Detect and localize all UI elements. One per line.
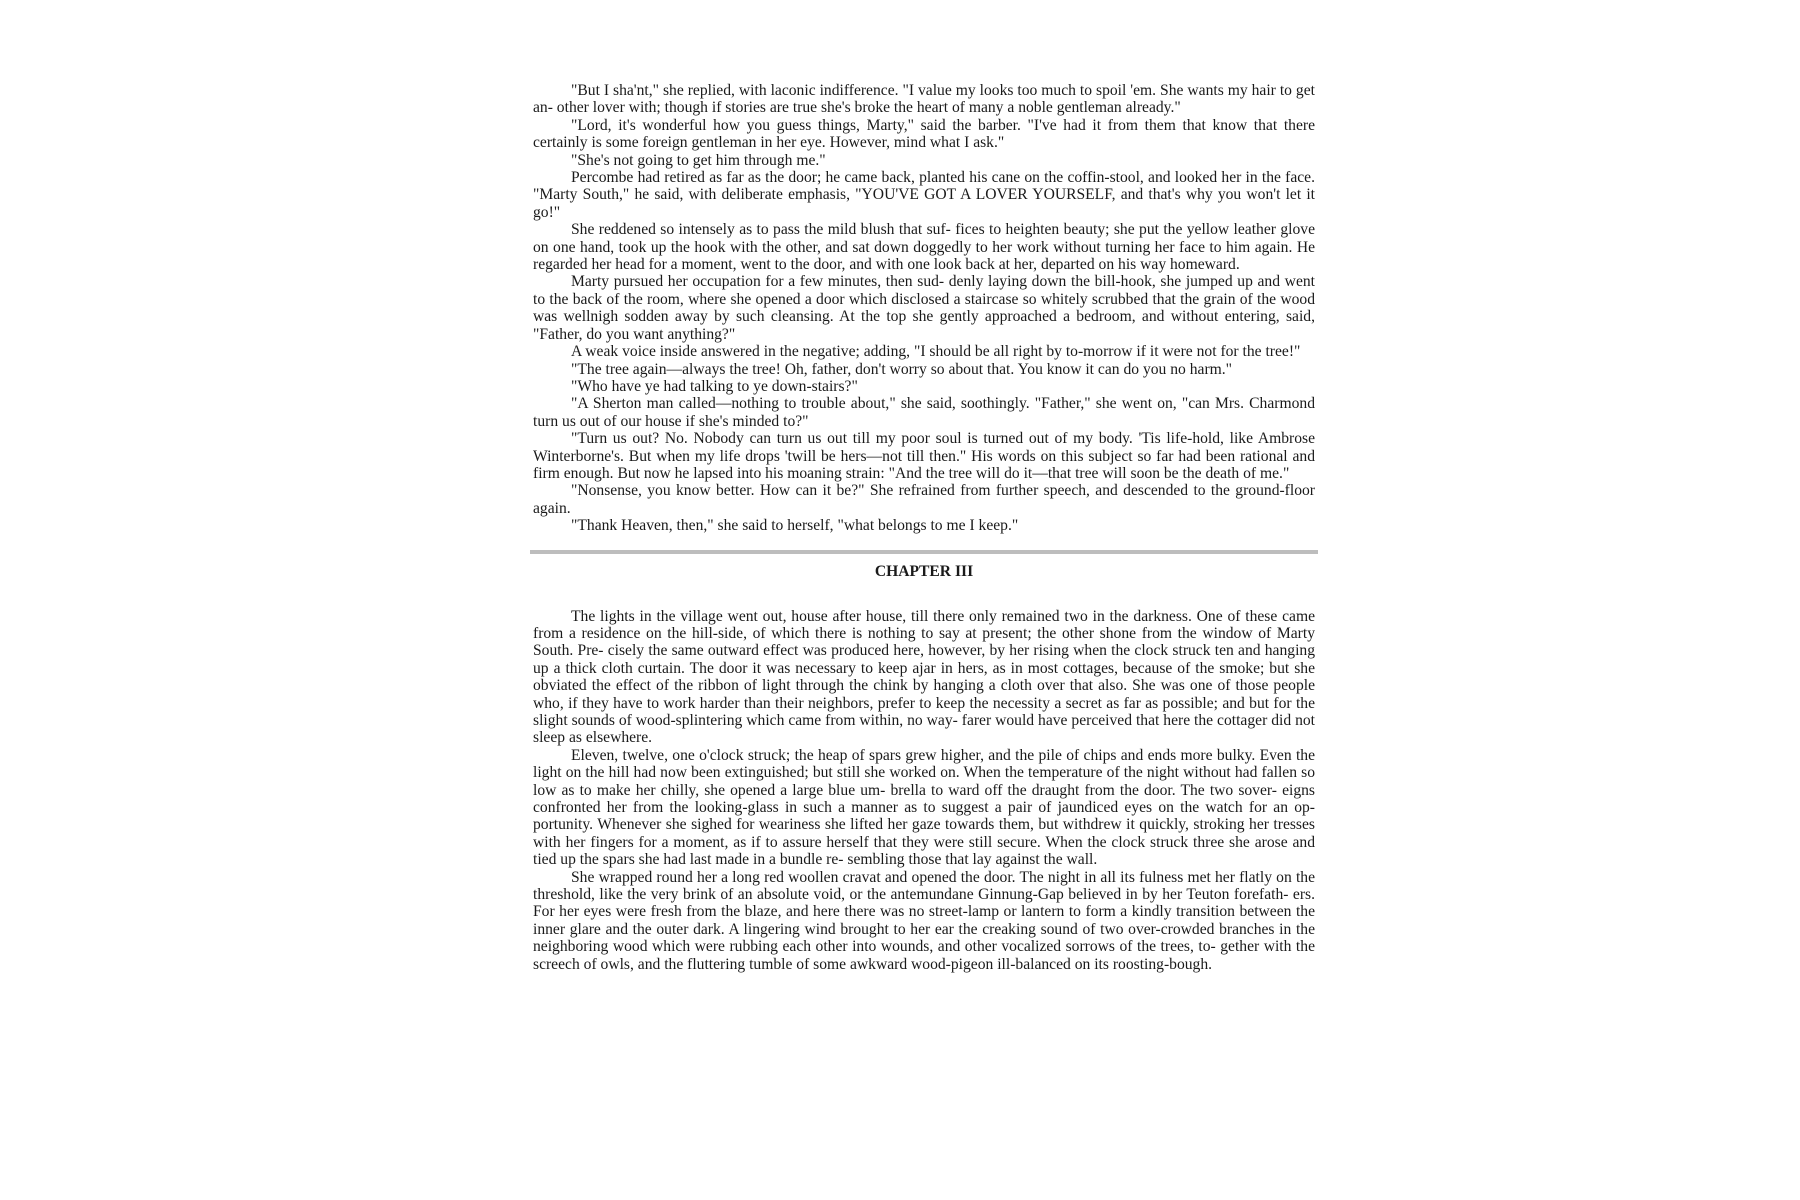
paragraph: "But I sha'nt," she replied, with laconic indifference. "I value my looks too much to spoil 'em. She wants my hair to get an- other lover with; though if stories are true she's broke the heart of many a noble gentleman already." <box>533 82 1315 117</box>
paragraph: She wrapped round her a long red woollen cravat and opened the door. The night in all its fulness met her flatly on the threshold, like the very brink of an absolute void, or the antemundane Ginnung-Gap believed in by her Teuton forefath- ers. For her eyes were fresh from the blaze, and here there was no street-lamp or lantern to form a kindly transition between the inner glare and the outer dark. A lingering wind brought to her ear the creaking sound of two over-crowded branches in the neighboring wood which were rubbing each other into wounds, and other vocalized sorrows of the trees, to- gether with the screech of owls, and the fluttering tumble of some awkward wood-pigeon ill-balanced on its roosting-bough. <box>533 868 1315 973</box>
paragraph: "The tree again—always the tree! Oh, father, don't worry so about that. You know it can do you no harm." <box>571 360 1233 378</box>
book-page <box>533 82 1315 973</box>
chapter-divider <box>530 550 1318 554</box>
paragraph: Eleven, twelve, one o'clock struck; the heap of spars grew higher, and the pile of chips and ends more bulky. Even the light on the hill had now been extinguished; but still she worked on. When the temperature of the night without had fallen so low as to make her chilly, she opened a large blue um- brella to ward off the draught from the door. The two sover- eigns confronted her from the looking-glass in such a manner as to suggest a pair of jaundiced eyes on the watch for an op- portunity. Whenever she sighed for weariness she lifted her gaze towards them, but withdrew it quickly, stroking her tresses with her fingers for a moment, as if to assure herself that they were still secure. When the clock struck three she arose and tied up the spars she had last made in a bundle re- sembling those that lay against the wall. <box>533 746 1315 869</box>
paragraph: "Thank Heaven, then," she said to herself, "what belongs to me I keep." <box>571 517 1019 535</box>
paragraph: "Who have ye had talking to ye down-stairs?" <box>571 377 858 395</box>
paragraph: Percombe had retired as far as the door; he came back, planted his cane on the coffin-stool, and looked her in the face. "Marty South," he said, with deliberate emphasis, "YOU'VE GOT A LOVER YOURSELF, and that's why you won't let it go!" <box>533 169 1315 221</box>
paragraph: She reddened so intensely as to pass the mild blush that suf- fices to heighten beauty; she put the yellow leather glove on one hand, took up the hook with the other, and sat down doggedly to her work without turning her face to him again. He regarded her head for a moment, went to the door, and with one look back at her, departed on his way homeward. <box>533 221 1315 274</box>
paragraph: "Nonsense, you know better. How can it be?" She refrained from further speech, and descended to the ground-floor again. <box>533 482 1315 517</box>
chapter-heading: CHAPTER III <box>874 562 974 580</box>
paragraph: "A Sherton man called—nothing to trouble about," she said, soothingly. "Father," she went on, "can Mrs. Charmond turn us out of our house if she's minded to?" <box>533 395 1315 430</box>
paragraph: "Turn us out? No. Nobody can turn us out till my poor soul is turned out of my body. 'Tis life-hold, like Ambrose Winterborne's. But when my life drops 'twill be hers—not till then." His words on this subject so far had been rational and firm enough. But now he lapsed into his moaning strain: "And the tree will do it—that tree will soon be the death of me." <box>533 430 1315 482</box>
paragraph: A weak voice inside answered in the negative; adding, "I should be all right by to-morrow if it were not for the tree!" <box>571 343 1301 361</box>
paragraph: Marty pursued her occupation for a few minutes, then sud- denly laying down the bill-hook, she jumped up and went to the back of the room, where she opened a door which disclosed a staircase so whitely scrubbed that the grain of the wood was wellnigh sodden away by such cleansing. At the top she gently approached a bedroom, and without entering, said, "Father, do you want anything?" <box>533 273 1315 343</box>
paragraph: "Lord, it's wonderful how you guess things, Marty," said the barber. "I've had it from them that know that there certainly is some foreign gentleman in her eye. However, mind what I ask." <box>533 116 1315 152</box>
paragraph: The lights in the village went out, house after house, till there only remained two in the darkness. One of these came from a residence on the hill-side, of which there is nothing to say at present; the other shone from the window of Marty South. Pre- cisely the same outward effect was produced here, however, by her rising when the clock struck ten and hanging up a thick cloth curtain. The door it was necessary to keep ajar in hers, as in most cottages, because of the smoke; but she obviated the effect of the ribbon of light through the chink by hanging a cloth over that also. She was one of those people who, if they have to work harder than their neighbors, prefer to keep the necessity a secret as far as possible; and but for the slight sounds of wood-splintering which came from within, no way- farer would have perceived that here the cottager did not sleep as elsewhere. <box>533 607 1315 747</box>
paragraph: "She's not going to get him through me." <box>571 151 826 169</box>
